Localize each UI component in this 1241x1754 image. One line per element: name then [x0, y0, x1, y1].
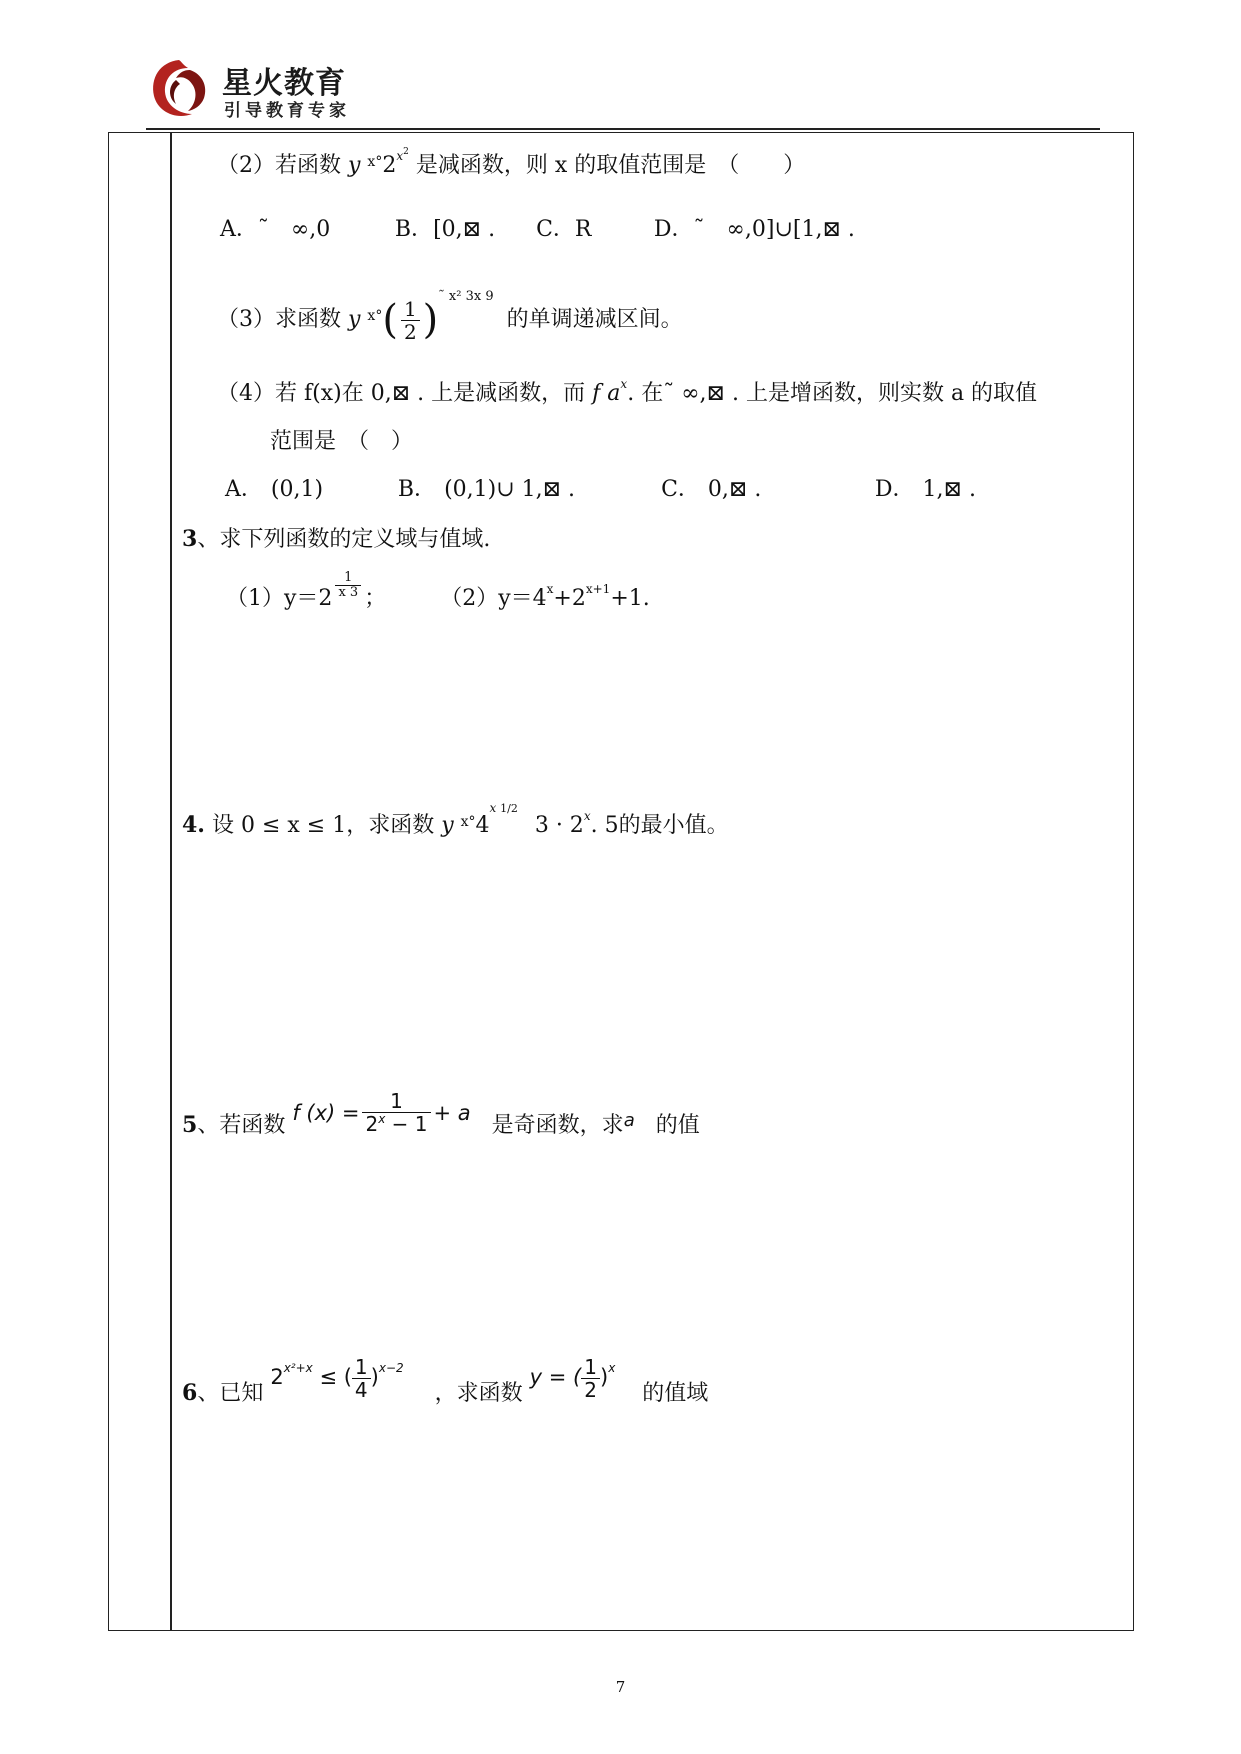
formula-var: y	[441, 813, 461, 838]
part-1-end: ；	[364, 586, 387, 611]
part-1-text: （1）y＝2	[226, 586, 333, 611]
question-text: 设 0 ≤ x ≤ 1，求函数	[204, 813, 435, 838]
page-number: 7	[615, 1678, 626, 1696]
interval-text: 0,⊠ .	[370, 381, 425, 406]
formula-exponent: x	[489, 801, 501, 815]
fraction-one-half: $\frac{1}{2}$	[401, 298, 420, 343]
option-b-label: B．	[397, 477, 437, 502]
fraction: $\frac{1}{2^x - 1}$	[362, 1090, 430, 1138]
formula-base: 2	[382, 153, 397, 178]
option-a-text: ˜ ∞,0	[257, 217, 331, 242]
formula-exponent: x	[620, 377, 628, 391]
question-3-parts	[226, 569, 650, 616]
stem-text: 的单调递减区间。	[506, 307, 683, 332]
formula-glyph: x°	[367, 308, 383, 324]
option-d-text: ˜ ∞,0]∪[1,⊠ .	[693, 217, 855, 242]
formula-exponent-2: 2	[403, 147, 409, 157]
question-number: 3	[182, 526, 198, 552]
question-text: 是奇函数，求	[491, 1113, 624, 1138]
option-c-label: C．	[661, 477, 700, 502]
question-text: 、求下列函数的定义域与值域.	[197, 527, 491, 552]
brand-logo	[146, 56, 386, 126]
stem-text: 上是减函数，而	[431, 381, 586, 406]
part-2-end: +1.	[610, 586, 650, 611]
variable-a: a	[623, 1110, 635, 1131]
function-formula: y = ( $\frac{1}{2}$ )$^x$	[529, 1354, 616, 1402]
question-text: 、已知	[197, 1381, 264, 1406]
formula-exponent-fraction: 1/2	[500, 802, 518, 815]
stem-text: 上是增函数，则实数 a 的取值	[745, 381, 1038, 406]
option-d-text: 1,⊠ .	[922, 477, 976, 502]
header-rule	[146, 128, 1100, 130]
question-2-4-stem-cont: 范围是 （ ）	[270, 429, 414, 454]
formula-base: 4	[475, 813, 490, 838]
question-2-4-stem	[217, 379, 1037, 411]
formula-var: y	[348, 153, 368, 178]
question-text: ，求函数	[434, 1381, 523, 1406]
option-c-label: C．	[536, 217, 575, 242]
formula-exponent: x	[583, 809, 591, 823]
option-a-label: A．	[220, 217, 258, 242]
paren-open: (	[382, 297, 398, 343]
part-2-text: （2）y＝4	[440, 586, 547, 611]
question-2-3-stem	[217, 290, 683, 350]
question-2-4-options	[225, 475, 976, 505]
question-text: 的值域	[642, 1381, 709, 1406]
option-c-text: 0,⊠ .	[707, 477, 762, 502]
question-text: 的最小值。	[618, 813, 729, 838]
formula-exponent: ˜ x² 3x 9	[438, 289, 494, 304]
part-2-text: +2	[553, 586, 586, 611]
formula-glyph: x°	[367, 154, 383, 170]
part-2-exponent: x+1	[585, 582, 611, 596]
question-4	[182, 801, 729, 844]
brand-title: 星火教育	[222, 66, 346, 101]
question-2-2-stem	[217, 147, 806, 185]
brand-subtitle: 引导教育专家	[224, 101, 350, 121]
option-b-text: (0,1)∪ 1,⊠ .	[444, 477, 576, 502]
question-number: 4.	[182, 812, 205, 838]
question-3-title	[182, 524, 490, 555]
question-5	[182, 1090, 700, 1160]
option-b-text: [0,⊠ .	[433, 217, 496, 242]
option-a-text: (0,1)	[270, 477, 324, 502]
part-1-exponent-fraction: $\frac{1}{x 3}$	[335, 571, 361, 600]
formula-term: . 5	[590, 813, 619, 838]
question-6	[182, 1354, 709, 1428]
question-2-2-options	[220, 215, 855, 245]
question-text: 的值	[655, 1113, 700, 1138]
question-number: 5	[182, 1112, 198, 1138]
option-b-label: B．	[394, 217, 434, 242]
question-text: 、若函数	[197, 1113, 286, 1138]
stem-text: 是减函数，则 x 的取值范围是 （ ）	[415, 153, 806, 178]
formula-term: 3 · 2	[534, 813, 584, 838]
inequality-formula: $2^{x^2+x}$ ≤ ( $\frac{1}{4}$ )$^{x-2}$	[270, 1354, 404, 1402]
formula-var: y	[348, 307, 368, 332]
frame-column-divider	[170, 132, 172, 1631]
formula-text: f a	[592, 381, 621, 406]
flame-logo-icon	[146, 56, 212, 122]
stem-text: （4）若 f(x)在	[217, 381, 364, 406]
option-d-label: D．	[653, 217, 694, 242]
stem-text: （2）若函数	[217, 153, 341, 178]
interval-text: ∞,⊠ .	[681, 381, 739, 406]
formula-exponent: x	[396, 149, 404, 163]
function-formula: f (x) = $\frac{1}{2^x - 1}$ + a	[292, 1089, 471, 1136]
stem-text: . 在˜	[627, 381, 675, 406]
option-c-text: R	[574, 217, 592, 242]
paren-close: )	[422, 297, 439, 343]
option-a-label: A．	[225, 477, 263, 502]
formula-glyph: x°	[460, 814, 476, 830]
option-d-label: D．	[874, 477, 915, 502]
question-number: 6	[182, 1380, 198, 1406]
part-2-exponent: x	[546, 582, 554, 596]
stem-text: （3）求函数	[217, 307, 341, 332]
